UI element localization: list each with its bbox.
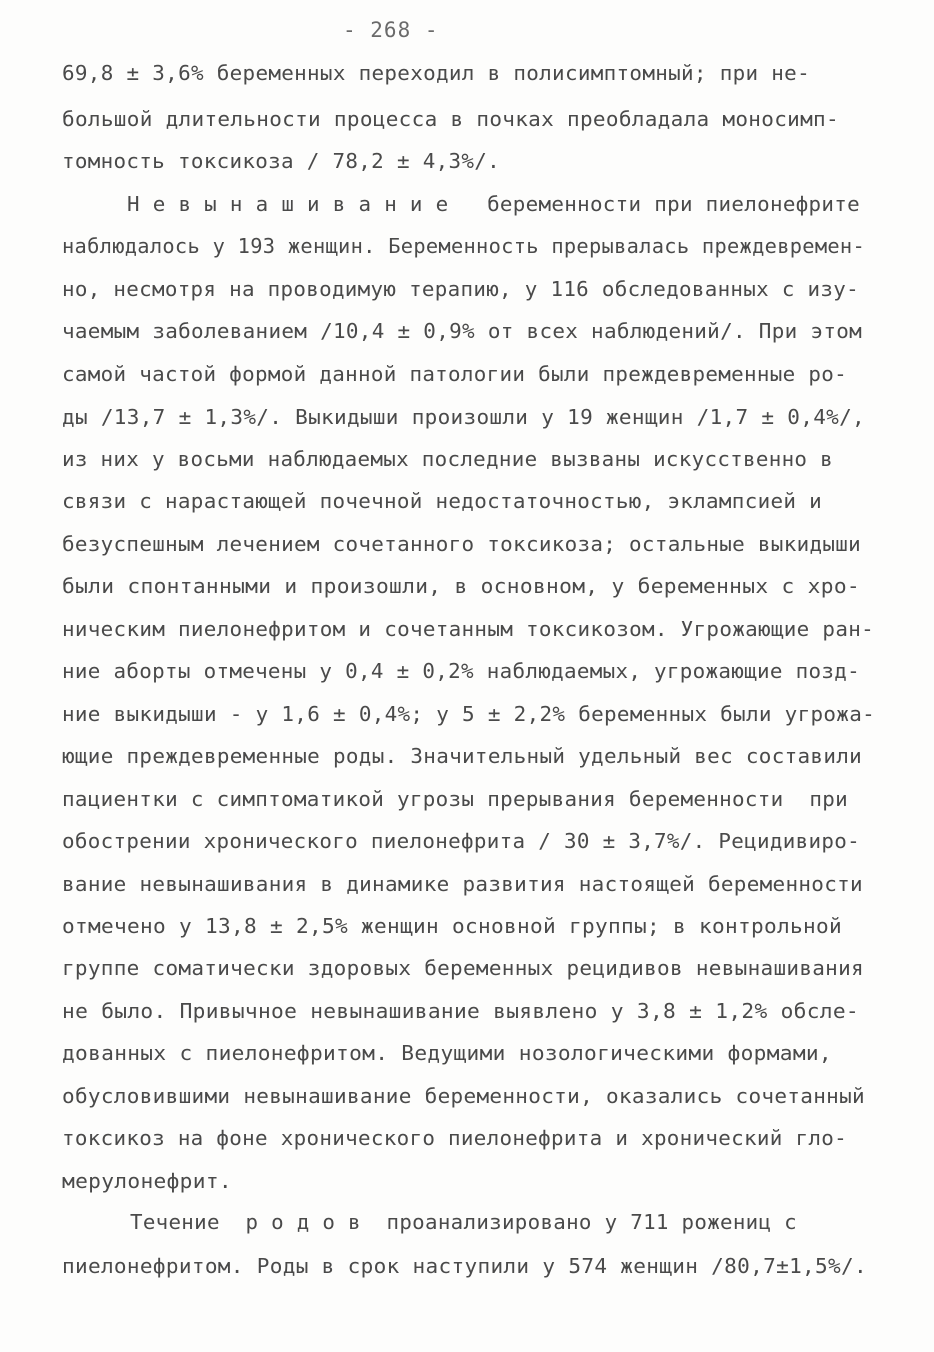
text-line: мерулонефрит. [62, 1169, 232, 1193]
text-line: дованных с пиелонефритом. Ведущими нозологическими формами, [62, 1041, 832, 1065]
text-line: отмечено у 13,8 ± 2,5% женщин основной группы; в контрольной [62, 914, 842, 938]
text-line: Течение р о д о в проанализировано у 711 рожениц с [130, 1210, 797, 1234]
text-line: ды /13,7 ± 1,3%/. Выкидыши произошли у 19 женщин /1,7 ± 0,4%/, [62, 405, 866, 429]
text-line: 69,8 ± 3,6% беременных переходил в полисимптомный; при не- [62, 61, 810, 85]
text-line: из них у восьми наблюдаемых последние вызваны искусственно в [62, 447, 833, 471]
text-line: токсикоз на фоне хронического пиелонефрита и хронический гло- [62, 1126, 847, 1150]
text-line: обусловившими невынашивание беременности, оказались сочетанный [62, 1084, 866, 1108]
text-line: группе соматически здоровых беременных рецидивов невынашивания [62, 956, 864, 980]
text-line: томность токсикоза / 78,2 ± 4,3%/. [62, 149, 501, 173]
text-line: ние выкидыши - у 1,6 ± 0,4%; у 5 ± 2,2% беременных были угрожа- [62, 702, 876, 726]
text-line: ние аборты отмечены у 0,4 ± 0,2% наблюдаемых, угрожающие позд- [62, 659, 860, 683]
text-line: самой частой формой данной патологии были преждевременные ро- [62, 362, 847, 386]
text-line: вание невынашивания в динамике развития настоящей беременности [62, 872, 863, 896]
text-line: ющие преждевременные роды. Значительный удельный вес составили [62, 744, 863, 768]
text-line: Н е в ы н а ш и в а н и е беременности при пиелонефрите [127, 192, 861, 216]
text-line: пиелонефритом. Роды в срок наступили у 574 женщин /80,7±1,5%/. [62, 1254, 867, 1278]
text-line: обострении хронического пиелонефрита / 30 ± 3,7%/. Рецидивиро- [62, 829, 860, 853]
text-line: большой длительности процесса в почках преобладала моносимп- [62, 107, 839, 131]
text-line: связи с нарастающей почечной недостаточностью, эклампсией и [62, 489, 822, 513]
text-line: были спонтанными и произошли, в основном, у беременных с хро- [62, 574, 861, 598]
page-number: - 268 - [343, 18, 439, 42]
text-line: ническим пиелонефритом и сочетанным токсикозом. Угрожающие ран- [62, 617, 874, 641]
text-line: пациентки с симптоматикой угрозы прерывания беременности при [62, 787, 848, 811]
text-line: чаемым заболеванием /10,4 ± 0,9% от всех наблюдений/. При этом [62, 319, 863, 343]
text-line: но, несмотря на проводимую терапию, у 116 обследованных с изу- [62, 277, 859, 301]
text-line: не было. Привычное невынашивание выявлено у 3,8 ± 1,2% обсле- [62, 999, 860, 1023]
text-line: наблюдалось у 193 женщин. Беременность прерывалась преждевремен- [62, 234, 866, 258]
text-line: безуспешным лечением сочетанного токсикоза; остальные выкидыши [62, 532, 862, 556]
